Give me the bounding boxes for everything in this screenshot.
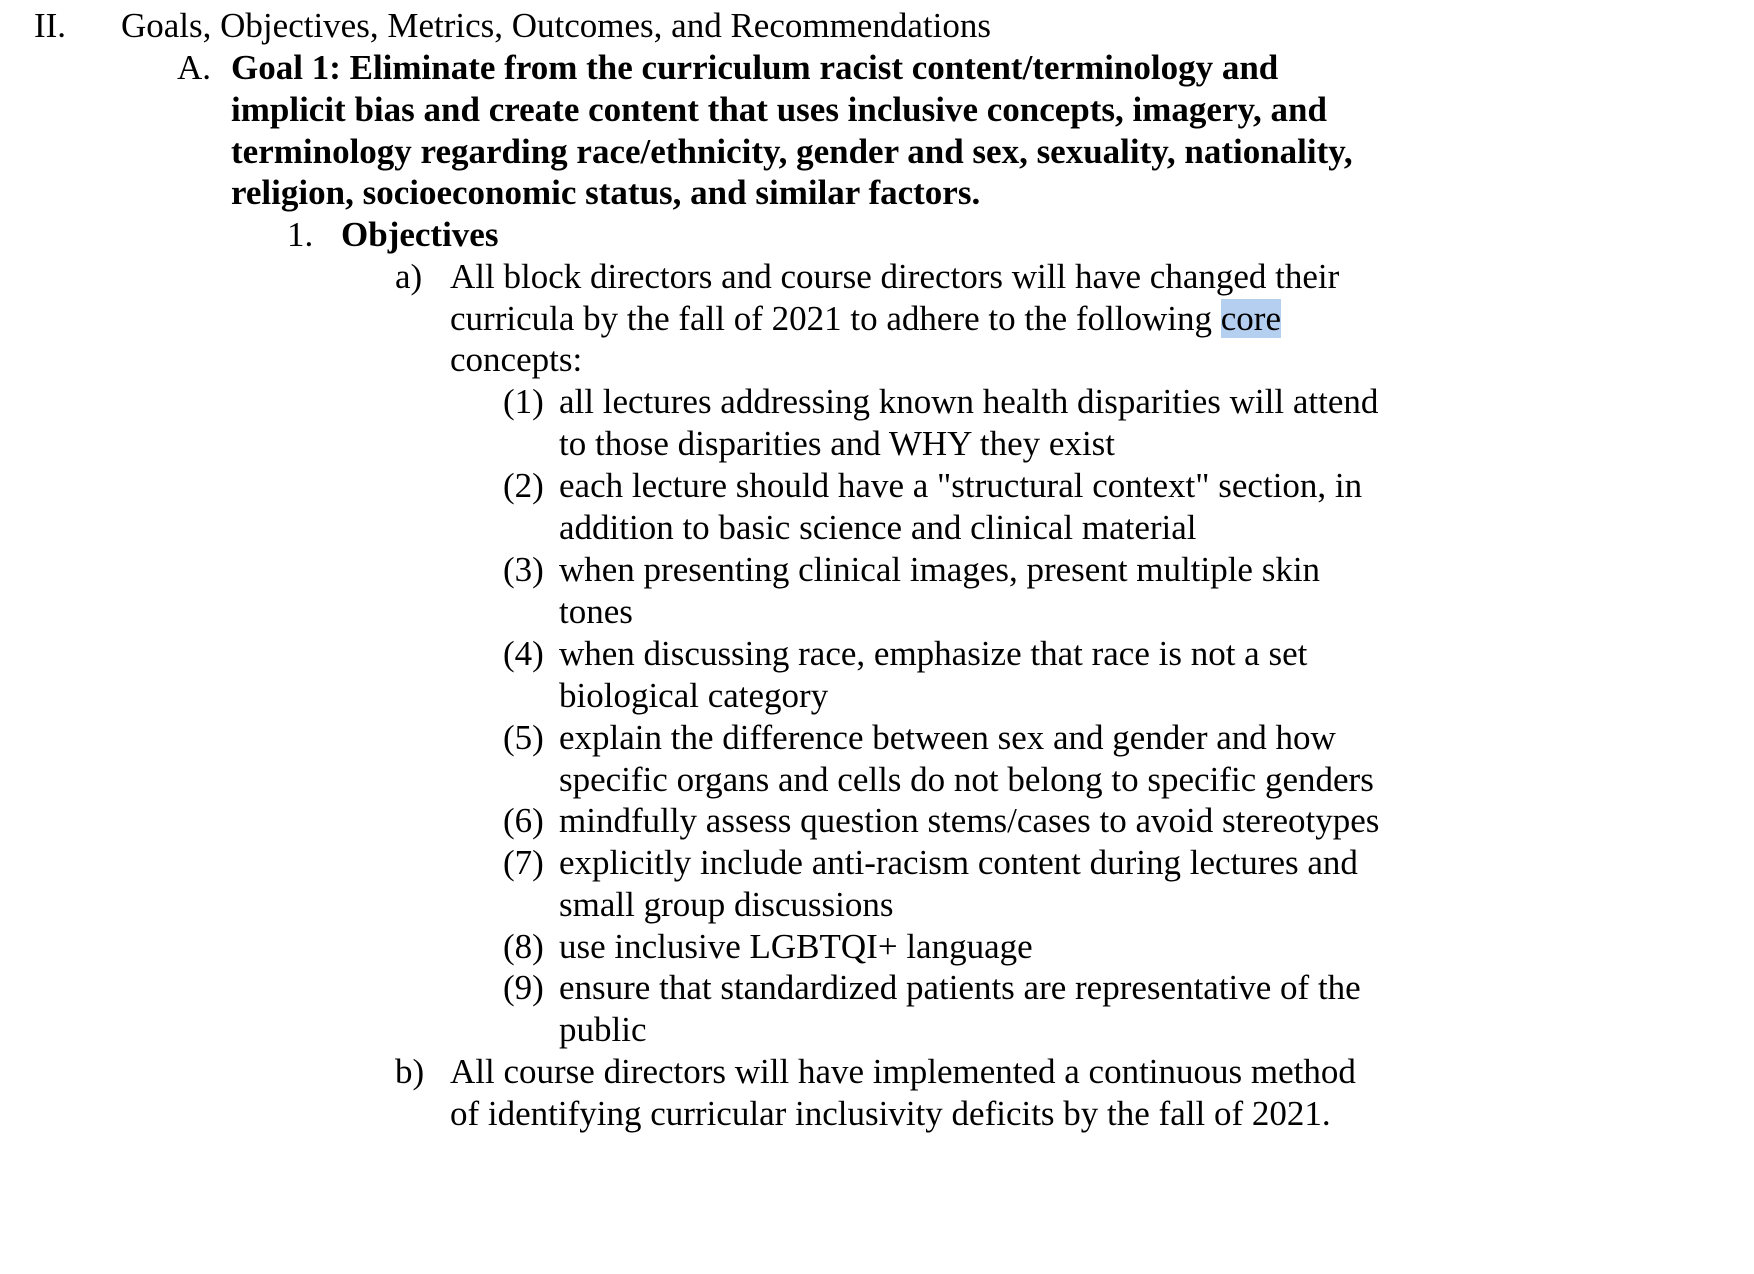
item-a-marker: a): [395, 257, 423, 296]
concept-1-line-1: all lectures addressing known health disparities will attend: [559, 382, 1379, 421]
goal-line-2: implicit bias and create content that uses inclusive concepts, imagery, and: [231, 90, 1327, 129]
concept-4-line-2: biological category: [559, 676, 829, 715]
concept-7-line-2: small group discussions: [559, 885, 894, 924]
item-b-line-1: All course directors will have implemented a continuous method: [450, 1052, 1356, 1091]
concept-3-line-2: tones: [559, 592, 633, 631]
item-a-line-2: [450, 299, 1281, 339]
concept-marker-6: (6): [503, 801, 544, 840]
concept-9-line-1: ensure that standardized patients are representative of the: [559, 968, 1361, 1007]
selected-text-highlight[interactable]: core: [1220, 299, 1281, 338]
concept-marker-2: (2): [503, 466, 544, 505]
concept-1-line-2: to those disparities and WHY they exist: [559, 424, 1116, 463]
concept-6-line-1: mindfully assess question stems/cases to avoid stereotypes: [559, 801, 1380, 840]
concept-marker-7: (7): [503, 843, 544, 882]
concept-9-line-2: public: [559, 1010, 647, 1049]
concept-marker-8: (8): [503, 927, 544, 966]
concept-marker-4: (4): [503, 634, 544, 673]
item-b-line-2: of identifying curricular inclusivity deficits by the fall of 2021.: [450, 1094, 1331, 1133]
concept-marker-1: (1): [503, 382, 544, 421]
concept-marker-5: (5): [503, 718, 544, 757]
item-b-marker: b): [395, 1052, 425, 1091]
goal-line-3: terminology regarding race/ethnicity, gender and sex, sexuality, nationality,: [231, 132, 1353, 171]
goal-line-4: religion, socioeconomic status, and similar factors.: [231, 173, 981, 212]
concept-3-line-1: when presenting clinical images, present multiple skin: [559, 550, 1321, 589]
concept-marker-9: (9): [503, 968, 544, 1007]
goal-line-1: Goal 1: Eliminate from the curriculum racist content/terminology and: [231, 48, 1279, 87]
section-title: Goals, Objectives, Metrics, Outcomes, and Recommendations: [121, 6, 991, 45]
concept-4-line-1: when discussing race, emphasize that race is not a set: [559, 634, 1308, 673]
concept-2-line-1: each lecture should have a "structural context" section, in: [559, 466, 1363, 505]
item-a-line-1: All block directors and course directors will have changed their: [450, 257, 1340, 296]
concept-8-line-1: use inclusive LGBTQI+ language: [559, 927, 1033, 966]
objectives-heading: Objectives: [341, 215, 499, 254]
item-a-line-2-text: curricula by the fall of 2021 to adhere to the following: [450, 299, 1221, 338]
section-numeral: II.: [34, 6, 67, 45]
concept-5-line-1: explain the difference between sex and gender and how: [559, 718, 1336, 757]
objectives-number: 1.: [287, 215, 314, 254]
item-a-line-3: concepts:: [450, 340, 583, 379]
concept-5-line-2: specific organs and cells do not belong to specific genders: [559, 760, 1374, 799]
concept-marker-3: (3): [503, 550, 544, 589]
concept-7-line-1: explicitly include anti-racism content during lectures and: [559, 843, 1358, 882]
concept-2-line-2: addition to basic science and clinical material: [559, 508, 1197, 547]
goal-letter: A.: [177, 48, 212, 87]
